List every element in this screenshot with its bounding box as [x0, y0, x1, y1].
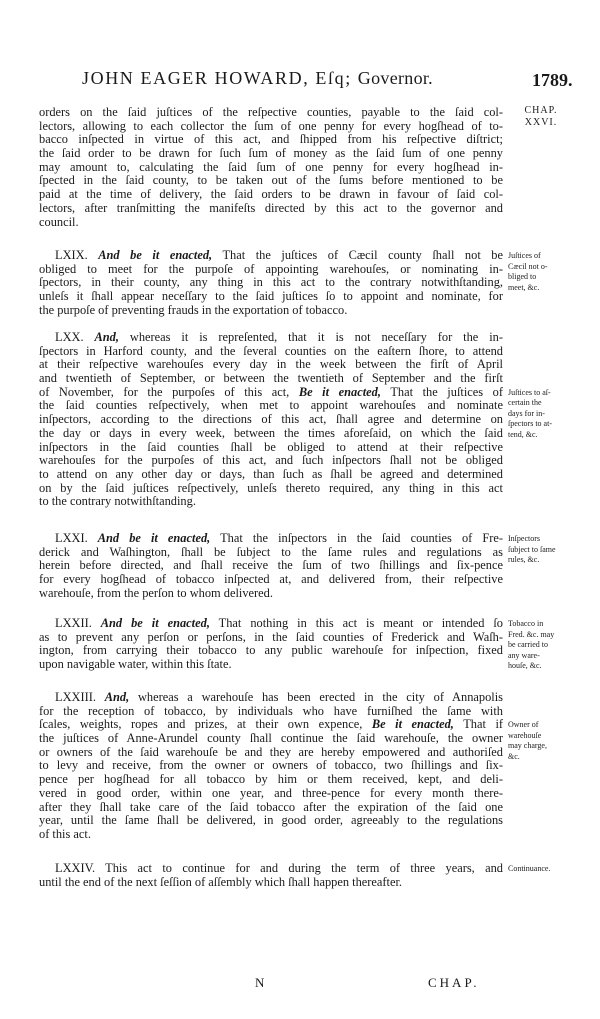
text-segment: LXIX.: [55, 248, 99, 262]
text-line: ſpectors in Harford county, and the ſeveral counties on the eaſtern ſhore, to attend: [39, 343, 503, 358]
blackletter-phrase: And be it enacted,: [97, 531, 211, 545]
text-line: to the contrary notwithſtanding.: [39, 494, 196, 509]
margin-note-line: meet, &c.: [508, 282, 540, 292]
running-header: [82, 68, 433, 89]
text-line: herein before directed, and ſhall receive the ſum of two ſhillings and ſix-pence: [39, 558, 503, 573]
chapter-number: XXVI.: [524, 117, 558, 128]
section: [39, 106, 503, 229]
text-line: inſpectors, according to the directions of this act, ſhall agree and determine on: [39, 412, 503, 427]
text-line: for the reception of tobacco, by individuals who have furniſhed the ſame with: [39, 703, 503, 718]
margin-note: [508, 251, 578, 293]
text-line: [39, 532, 503, 546]
text-line: [39, 617, 503, 631]
page-year: 1789.: [532, 70, 573, 90]
text-segment: That the inſpectors in the ſaid counties of Fre-: [210, 531, 503, 545]
text-line: lectors, allowing to each collector the ſum of one penny for every hogſhead of to-: [39, 118, 503, 133]
text-segment: whereas a warehouſe has been erected in the city of Annapolis: [129, 690, 503, 704]
margin-note-line: &c.: [508, 751, 520, 761]
text-line: of this act.: [39, 826, 91, 841]
text-line: until the end of the next ſeſſion of aſſembly which ſhall happen thereafter.: [39, 874, 403, 889]
text-line: upon navigable water, within this ſtate.: [39, 657, 232, 672]
text-line: after they ſhall take care of the ſaid tobacco after the expiration of the ſaid one: [39, 799, 503, 814]
margin-note-line: Juſtices to aſ-: [508, 387, 551, 397]
section: [39, 691, 503, 842]
section: [39, 617, 503, 672]
section: [39, 249, 503, 317]
margin-note-line: tend, &c.: [508, 429, 538, 439]
blackletter-phrase: And,: [104, 690, 130, 704]
margin-note-line: warehouſe: [508, 730, 542, 740]
text-line: council.: [39, 214, 79, 229]
text-line: warehouſes for the purpoſes of this act, and ſuch inſpectors ſhall not be obliged: [39, 453, 503, 468]
text-line: warehouſe, from the perſon to whom delivered.: [39, 585, 273, 600]
text-line: [39, 249, 503, 263]
text-line: inſpectors in the ſaid counties ſhall be obliged to attend at their reſpective: [39, 439, 503, 454]
text-line: and twentieth of September, or between the twentieth of September and the firſt: [39, 371, 503, 386]
text-line: to attend on any other day or days, than ſuch as ſhall be agreed and determined: [39, 466, 503, 481]
text-line: unleſs it ſhall appear neceſſary to the ſaid juſtices ſo to appoint and nominate, for: [39, 289, 503, 304]
text-line: [39, 691, 503, 705]
margin-note-line: days for in-: [508, 408, 545, 418]
text-line: the juſtices of Anne-Arundel county ſhall continue the ſaid warehouſe, the owner: [39, 731, 503, 746]
text-line: LXXIV. This act to continue for and during the term of three years, and: [55, 861, 503, 875]
text-segment: That if: [453, 717, 504, 732]
text-segment: That the juſtices of: [380, 384, 503, 399]
margin-note: [508, 388, 578, 441]
margin-note-line: any ware-: [508, 650, 540, 660]
text-segment: That the juſtices of Cæcil county ſhall not be: [212, 248, 504, 262]
blackletter-phrase: Be it enacted,: [371, 717, 454, 732]
margin-note-line: rules, &c.: [508, 555, 540, 564]
blackletter-phrase: And be it enacted,: [100, 616, 210, 630]
text-segment: LXXI.: [55, 531, 98, 545]
text-line: as to prevent any perſon or perſons, in the ſaid counties of Frederick and Waſh-: [39, 629, 503, 644]
margin-note-line: houſe, &c.: [508, 661, 542, 670]
text-segment: That nothing in this act is meant or intended ſo: [209, 616, 504, 630]
text-line: [39, 331, 503, 345]
margin-note: [508, 864, 578, 875]
text-line: year, until the ſame ſhall be delivered, in good order, agreeably to the regulations: [39, 813, 503, 828]
text-line: on by the ſaid juſtices reſpectively, unleſs thereto required, any thing in this act: [39, 480, 503, 495]
margin-note-line: may charge,: [508, 741, 547, 751]
text-line: at their reſpective warehouſes every day in the week between the firſt of April: [39, 357, 503, 372]
text-segment: LXXIII.: [55, 690, 105, 704]
margin-note-line: Fred. &c. may: [508, 629, 555, 639]
signature-mark: N: [255, 975, 268, 990]
text-line: ſpected in the ſaid county, to be taken out of the ſums before mentioned to be: [39, 173, 503, 188]
margin-note: [508, 720, 578, 762]
text-line: derick and Waſhington, ſhall be ſubject to the ſame rules and regulations as: [39, 544, 503, 559]
text-line: the ſaid order to be drawn for ſuch ſum of money as the ſaid ſum of one penny: [39, 146, 503, 161]
text-segment: whereas it is repreſented, that it is not neceſſary for the in-: [118, 330, 503, 344]
chapter-marker: [510, 105, 572, 129]
text-line: the ſaid counties reſpectively, when met to appoint warehouſes and nominate: [39, 398, 503, 413]
text-line: for every hogſhead of tobacco inſpected at, and delivered from, their reſpective: [39, 572, 503, 587]
text-line: bacco inſpected in virtue of this act, and ſhipped from his reſpective diſtrict;: [39, 132, 503, 147]
text-line: ington, from carrying their tobacco to any public warehouſe for inſpection, fixed: [39, 643, 503, 658]
text-line: [39, 718, 503, 732]
text-segment: ſcales, weights, ropes and prizes, at their own expence,: [39, 717, 372, 732]
section: [39, 862, 503, 889]
section: [39, 532, 503, 600]
margin-note: [508, 619, 578, 672]
text-line: lectors, after tranſmitting the manifeſts directed by this act to the governor and: [39, 200, 503, 215]
margin-note-line: Owner of: [508, 720, 539, 730]
header-title: JOHN EAGER HOWARD, Eſq;: [82, 68, 352, 88]
margin-note-line: Inſpectors: [508, 534, 540, 543]
text-line: pence per hogſhead for all tobacco by him or them received, kept, and deli-: [39, 772, 503, 787]
section: [39, 331, 503, 509]
margin-note-line: be carried to: [508, 640, 548, 649]
text-line: [39, 386, 503, 400]
text-line: or owners of the ſaid warehouſe be and they are hereby empowered and authoriſed: [39, 744, 503, 759]
header-governor: Governor.: [357, 68, 433, 88]
margin-note-line: Continuance.: [508, 864, 551, 873]
text-segment: LXX.: [55, 330, 95, 344]
blackletter-phrase: Be it enacted,: [298, 384, 381, 399]
catchword: CHAP.: [428, 975, 480, 990]
text-segment: of November, for the purpoſes of this act,: [39, 384, 299, 399]
margin-note-line: ſubject to ſame: [508, 544, 556, 554]
blackletter-phrase: And,: [94, 330, 119, 344]
margin-note-line: Cæcil not o-: [508, 261, 548, 271]
text-line: ſpectors, in their county, any thing in this act to the contrary notwithſtanding,: [39, 275, 503, 290]
text-line: the day or days in every week, between the times aforeſaid, on which the ſaid: [39, 425, 503, 440]
text-line: the purpoſe of preventing frauds in the exportation of tobacco.: [39, 302, 348, 317]
margin-note-line: certain the: [508, 398, 542, 408]
text-line: may amount to, calculating the ſaid ſum of one penny for every hogſhead in-: [39, 159, 503, 174]
margin-note-line: Tobacco in: [508, 619, 544, 628]
margin-note-line: Juſtices of: [508, 251, 541, 260]
text-line: obliged to meet for the purpoſe of appointing warehouſes, or nominating in-: [39, 261, 503, 276]
text-line: paid at the time of delivery, the ſaid orders to be drawn in favour of ſaid col-: [39, 187, 503, 202]
blackletter-phrase: And be it enacted,: [98, 248, 213, 262]
chapter-label: CHAP.: [524, 105, 558, 116]
margin-note-line: ſpectors to at-: [508, 419, 552, 429]
text-line: vered in good order, within one year, and three-pence for every month there-: [39, 785, 503, 800]
text-segment: LXXII.: [55, 616, 101, 630]
text-line: orders on the ſaid juſtices of the reſpective counties, payable to the ſaid col-: [39, 105, 503, 119]
margin-note: [508, 534, 578, 566]
text-line: to levy and receive, from the owner or owners of tobacco, two ſhillings and ſix-: [39, 758, 503, 773]
margin-note-line: bliged to: [508, 272, 537, 281]
